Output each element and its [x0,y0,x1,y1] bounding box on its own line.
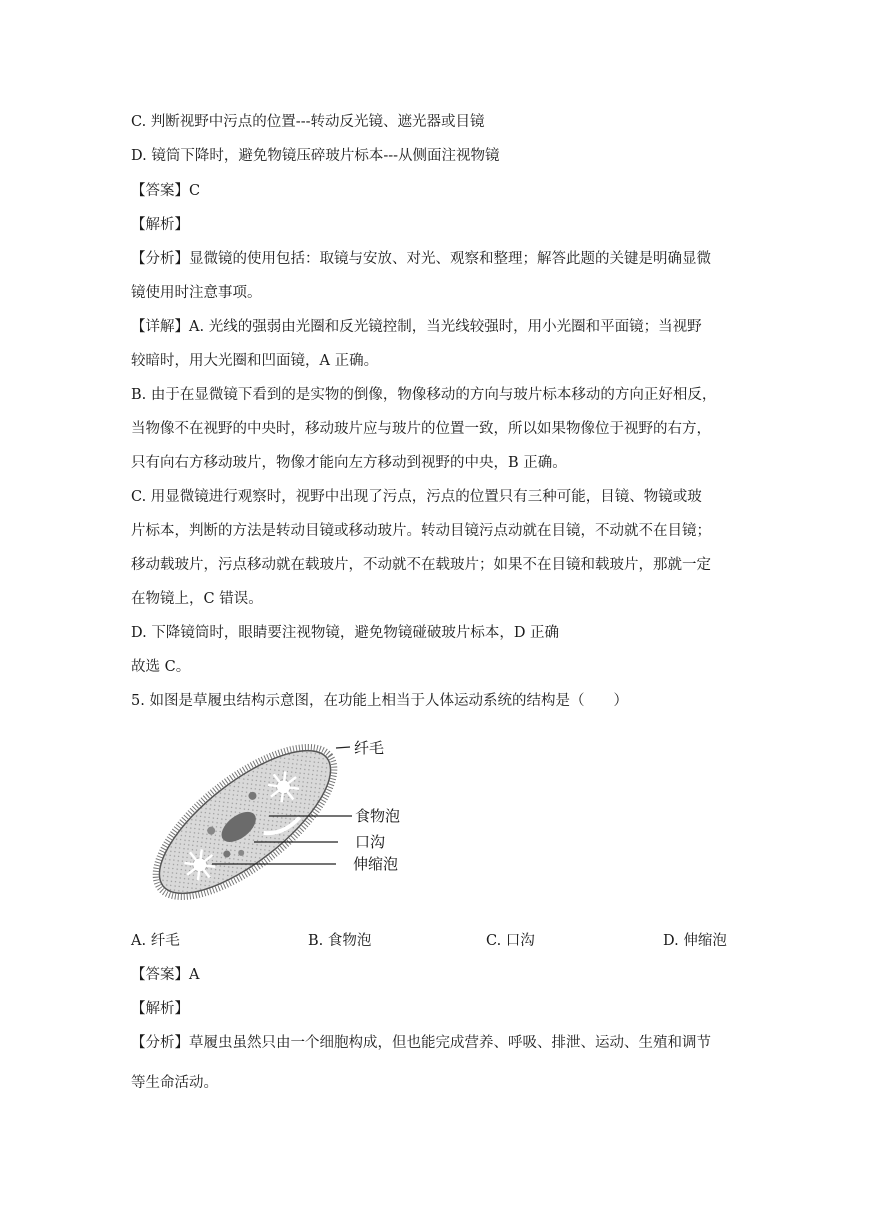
analysis-heading-5: 【解析】 [131,1001,189,1017]
analysis-heading: 【解析】 [131,217,189,233]
analysis-text-5: 【分析】草履虫虽然只由一个细胞构成，但也能完成营养、呼吸、排泄、运动、生殖和调节 [131,1035,711,1051]
detail-c-cont3: 在物镜上，C 错误。 [131,591,263,607]
option-c: C. 口沟 [486,933,535,949]
label-food-vacuole: 食物泡 [355,807,401,825]
detail-a: 【详解】A. 光线的强弱由光圈和反光镜控制，当光线较强时，用小光圈和平面镜；当视野 [131,319,702,335]
option-c-text: C. 判断视野中污点的位置---转动反光镜、遮光器或目镜 [131,114,485,130]
label-oral-groove: 口沟 [355,833,386,851]
question-5: 5. 如图是草履虫结构示意图，在功能上相当于人体运动系统的结构是（ ） [131,693,628,709]
label-cilia: 纤毛 [354,739,385,757]
conclusion: 故选 C。 [131,659,191,675]
answer-line-5: 【答案】A [131,967,200,983]
option-d-text: D. 镜筒下降时，避免物镜压碎玻片标本---从侧面注视物镜 [131,148,500,164]
analysis-text-cont: 镜使用时注意事项。 [131,285,262,301]
option-d: D. 伸缩泡 [663,933,727,949]
detail-c-cont1: 片标本，判断的方法是转动目镜或移动玻片。转动目镜污点动就在目镜，不动就不在目镜； [131,523,711,539]
detail-c: C. 用显微镜进行观察时，视野中出现了污点，污点的位置只有三种可能，目镜、物镜或玻 [131,489,702,505]
detail-d: D. 下降镜筒时，眼睛要注视物镜，避免物镜碰破玻片标本，D 正确 [131,625,560,641]
paramecium-diagram [150,728,410,918]
detail-b-cont2: 只有向右方移动玻片，物像才能向左方移动到视野的中央，B 正确。 [131,455,567,471]
detail-b-cont1: 当物像不在视野的中央时，移动玻片应与玻片的位置一致，所以如果物像位于视野的右方， [131,421,711,437]
answer-line: 【答案】C [131,183,201,199]
label-contractile-vacuole: 伸缩泡 [353,855,399,873]
analysis-text: 【分析】显微镜的使用包括：取镜与安放、对光、观察和整理；解答此题的关键是明确显微 [131,251,711,267]
option-a: A. 纤毛 [131,933,180,949]
detail-a-cont: 较暗时，用大光圈和凹面镜，A 正确。 [131,353,379,369]
analysis-text-5-cont: 等生命活动。 [131,1075,218,1091]
option-b: B. 食物泡 [308,933,372,949]
detail-c-cont2: 移动载玻片，污点移动就在载玻片，不动就不在载玻片；如果不在目镜和载玻片，那就一定 [131,557,711,573]
detail-b: B. 由于在显微镜下看到的是实物的倒像，物像移动的方向与玻片标本移动的方向正好相反， [131,387,717,403]
